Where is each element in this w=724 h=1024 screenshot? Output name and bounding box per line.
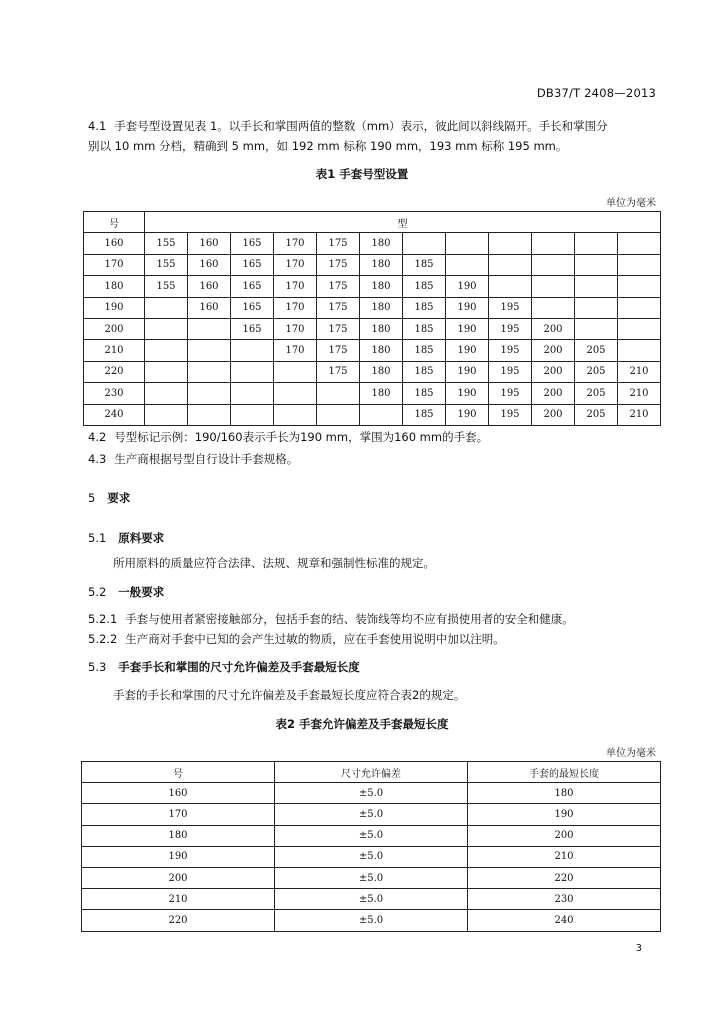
xing-cell: 160 [188,297,231,318]
xing-cell [145,383,188,404]
header-xing: 型 [145,212,661,233]
xing-cell [188,383,231,404]
tolerance-cell: ±5.0 [275,910,468,931]
tolerance-cell: ±5.0 [275,846,468,867]
hao-cell: 160 [82,783,275,804]
table-row [82,783,661,804]
xing-cell: 205 [575,361,618,382]
xing-cell: 200 [532,318,575,339]
xing-cell [618,276,661,297]
hao-cell: 180 [84,276,145,297]
xing-cell [532,276,575,297]
tolerance-cell: ±5.0 [275,783,468,804]
xing-cell: 195 [489,297,532,318]
xing-cell: 160 [188,233,231,254]
xing-cell [618,318,661,339]
table-row [84,361,661,382]
section-5-2-2 [88,629,660,649]
section-4-2 [88,427,660,447]
xing-cell: 180 [360,340,403,361]
xing-cell: 165 [231,254,274,275]
xing-cell [188,340,231,361]
xing-cell: 180 [360,383,403,404]
xing-cell: 175 [317,233,360,254]
xing-cell: 160 [188,254,231,275]
section-number: 4.3 [88,452,107,466]
xing-cell: 180 [360,318,403,339]
header-hao: 号 [82,762,275,783]
xing-cell [274,361,317,382]
table2-caption: 表2 手套允许偏差及手套最短长度 [275,717,449,731]
hao-cell: 210 [82,889,275,910]
section-number: 5 [88,491,96,505]
xing-cell: 180 [360,361,403,382]
document-code: DB37/T 2408—2013 [536,86,656,100]
xing-cell [618,297,661,318]
section-text: 号型标记示例：190/160表示手长为190 mm，掌围为160 mm的手套。 [114,430,489,444]
table2-unit: 单位为毫米 [606,748,656,759]
xing-cell: 205 [575,404,618,425]
xing-cell [575,233,618,254]
min-length-cell: 240 [468,910,661,931]
xing-cell: 185 [403,297,446,318]
section-5-2-heading [88,584,164,600]
xing-cell [145,340,188,361]
xing-cell [489,254,532,275]
xing-cell: 195 [489,361,532,382]
min-length-cell: 190 [468,804,661,825]
xing-cell: 170 [274,254,317,275]
header-tolerance: 尺寸允许偏差 [275,762,468,783]
section-text-line2: 别以 10 mm 分档，精确到 5 mm，如 192 mm 标称 190 mm，193 mm 标称 195 mm。 [88,139,568,153]
xing-cell: 190 [446,361,489,382]
tolerance-cell: ±5.0 [275,804,468,825]
xing-cell: 195 [489,340,532,361]
xing-cell: 190 [446,383,489,404]
section-number: 5.2.1 [88,612,118,626]
section-text: 生产商对手套中已知的会产生过敏的物质，应在手套使用说明中加以注明。 [125,632,505,646]
xing-cell: 155 [145,254,188,275]
xing-cell [403,233,446,254]
section-title: 一般要求 [118,585,165,599]
section-title: 要求 [107,491,131,505]
xing-cell: 165 [231,297,274,318]
xing-cell: 185 [403,318,446,339]
section-5-3-text: 手套的手长和掌围的尺寸允许偏差及手套最短长度应符合表2的规定。 [113,688,466,702]
xing-cell: 190 [446,276,489,297]
section-number: 5.2 [88,585,107,599]
xing-cell: 165 [231,233,274,254]
table-row [82,889,661,910]
xing-cell [575,254,618,275]
xing-cell: 175 [317,340,360,361]
xing-cell [575,297,618,318]
xing-cell: 180 [360,276,403,297]
xing-cell [618,340,661,361]
hao-cell: 220 [82,910,275,931]
glove-size-table [83,211,661,426]
section-4-1 [88,116,660,156]
xing-cell: 205 [575,383,618,404]
xing-cell: 195 [489,318,532,339]
hao-cell: 220 [84,361,145,382]
xing-cell [618,254,661,275]
hao-cell: 200 [82,867,275,888]
xing-cell: 190 [446,297,489,318]
xing-cell: 175 [317,361,360,382]
table-row [82,825,661,846]
xing-cell: 165 [231,318,274,339]
section-text-line1: 手套号型设置见表 1。以手长和掌围两值的整数（mm）表示，彼此间以斜线隔开。手长和掌围分 [114,119,608,133]
tolerance-cell: ±5.0 [275,867,468,888]
section-number: 4.1 [88,119,107,133]
section-5-heading [88,490,130,506]
section-text: 生产商根据号型自行设计手套规格。 [114,452,299,466]
xing-cell [274,383,317,404]
table1-unit: 单位为毫米 [606,198,656,209]
xing-cell [489,233,532,254]
table-row [82,804,661,825]
xing-cell: 180 [360,233,403,254]
table-row [84,254,661,275]
hao-cell: 190 [84,297,145,318]
xing-cell [188,361,231,382]
xing-cell [188,318,231,339]
xing-cell: 205 [575,340,618,361]
xing-cell [575,276,618,297]
section-4-3 [88,449,660,469]
page-number: 3 [635,943,642,954]
xing-cell [532,233,575,254]
xing-cell: 175 [317,318,360,339]
section-number: 4.2 [88,430,107,444]
table-row [84,276,661,297]
xing-cell: 185 [403,276,446,297]
xing-cell [274,404,317,425]
xing-cell: 180 [360,254,403,275]
hao-cell: 170 [84,254,145,275]
xing-cell [231,383,274,404]
xing-cell [145,361,188,382]
xing-cell [618,233,661,254]
table-row [82,846,661,867]
xing-cell: 155 [145,233,188,254]
xing-cell [145,404,188,425]
xing-cell: 190 [446,404,489,425]
xing-cell [532,297,575,318]
table-row [82,867,661,888]
section-number: 5.3 [88,660,107,674]
section-title: 原料要求 [118,531,165,545]
hao-cell: 210 [84,340,145,361]
section-title: 手套手长和掌围的尺寸允许偏差及手套最短长度 [118,660,360,674]
xing-cell: 210 [618,361,661,382]
xing-cell: 175 [317,254,360,275]
section-text: 手套与使用者紧密接触部分，包括手套的结、装饰线等均不应有损使用者的安全和健康。 [125,612,574,626]
table-row [82,910,661,931]
xing-cell: 200 [532,404,575,425]
xing-cell: 180 [360,297,403,318]
min-length-cell: 220 [468,867,661,888]
xing-cell: 195 [489,383,532,404]
xing-cell: 210 [618,404,661,425]
xing-cell: 200 [532,361,575,382]
xing-cell: 190 [446,318,489,339]
xing-cell: 170 [274,233,317,254]
hao-cell: 170 [82,804,275,825]
xing-cell [145,297,188,318]
min-length-cell: 230 [468,889,661,910]
xing-cell: 200 [532,383,575,404]
xing-cell: 155 [145,276,188,297]
xing-cell [231,340,274,361]
min-length-cell: 210 [468,846,661,867]
xing-cell [231,404,274,425]
section-5-1-text: 所用原料的质量应符合法律、法规、规章和强制性标准的规定。 [113,556,435,570]
section-number: 5.1 [88,531,107,545]
xing-cell [575,318,618,339]
hao-cell: 200 [84,318,145,339]
hao-cell: 230 [84,383,145,404]
xing-cell: 195 [489,404,532,425]
tolerance-table [81,761,661,932]
table-row [84,297,661,318]
hao-cell: 240 [84,404,145,425]
hao-cell: 190 [82,846,275,867]
table1-caption: 表1 手套号型设置 [315,167,409,181]
tolerance-cell: ±5.0 [275,889,468,910]
min-length-cell: 180 [468,783,661,804]
xing-cell: 200 [532,340,575,361]
xing-cell [145,318,188,339]
table-row [84,383,661,404]
xing-cell: 165 [231,276,274,297]
xing-cell [188,404,231,425]
header-hao: 号 [84,212,145,233]
xing-cell [231,361,274,382]
table-row [84,318,661,339]
section-number: 5.2.2 [88,632,118,646]
tolerance-cell: ±5.0 [275,825,468,846]
xing-cell [532,254,575,275]
table-header-row [82,762,661,783]
table-header-row [84,212,661,233]
xing-cell: 175 [317,276,360,297]
header-min-length: 手套的最短长度 [468,762,661,783]
xing-cell: 170 [274,297,317,318]
xing-cell: 170 [274,276,317,297]
xing-cell [446,254,489,275]
hao-cell: 180 [82,825,275,846]
xing-cell: 175 [317,297,360,318]
xing-cell: 185 [403,404,446,425]
xing-cell [317,383,360,404]
xing-cell: 210 [618,383,661,404]
xing-cell: 160 [188,276,231,297]
section-5-2-1 [88,609,660,629]
xing-cell [360,404,403,425]
xing-cell: 185 [403,361,446,382]
table-row [84,404,661,425]
table-row [84,233,661,254]
xing-cell: 185 [403,254,446,275]
xing-cell [489,276,532,297]
hao-cell: 160 [84,233,145,254]
xing-cell: 185 [403,383,446,404]
section-5-3-heading [88,659,360,675]
xing-cell [446,233,489,254]
xing-cell: 185 [403,340,446,361]
xing-cell: 170 [274,340,317,361]
xing-cell: 170 [274,318,317,339]
min-length-cell: 200 [468,825,661,846]
xing-cell: 190 [446,340,489,361]
table-row [84,340,661,361]
section-5-1-heading [88,530,164,546]
xing-cell [317,404,360,425]
